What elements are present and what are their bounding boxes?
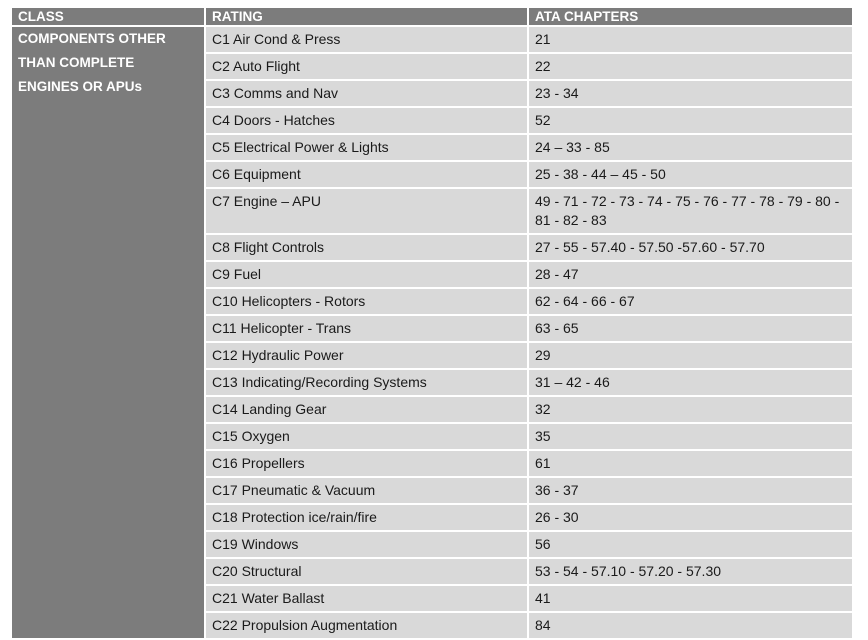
class-label-line: THAN COMPLETE (18, 55, 135, 70)
ata-chapters-cell: 29 (528, 342, 852, 369)
header-rating: RATING (205, 8, 528, 26)
rating-cell: C6 Equipment (205, 161, 528, 188)
ata-chapters-cell: 52 (528, 107, 852, 134)
ata-chapters-cell: 36 - 37 (528, 477, 852, 504)
header-ata-chapters: ATA CHAPTERS (528, 8, 852, 26)
ata-chapters-cell: 32 (528, 396, 852, 423)
ata-chapters-cell: 22 (528, 53, 852, 80)
rating-cell: C1 Air Cond & Press (205, 26, 528, 53)
ata-chapters-cell: 53 - 54 - 57.10 - 57.20 - 57.30 (528, 558, 852, 585)
rating-cell: C20 Structural (205, 558, 528, 585)
ata-ratings-table (12, 8, 852, 640)
ata-chapters-cell: 23 - 34 (528, 80, 852, 107)
ata-chapters-cell: 35 (528, 423, 852, 450)
ata-chapters-cell: 26 - 30 (528, 504, 852, 531)
ata-chapters-cell: 49 - 71 - 72 - 73 - 74 - 75 - 76 - 77 - 78 - 79 - 80 - 81 - 82 - 83 (528, 188, 852, 234)
rating-cell: C5 Electrical Power & Lights (205, 134, 528, 161)
ata-chapters-cell: 56 (528, 531, 852, 558)
ata-chapters-cell: 25 - 38 - 44 – 45 - 50 (528, 161, 852, 188)
header-class: CLASS (12, 8, 205, 26)
rating-cell: C8 Flight Controls (205, 234, 528, 261)
ata-chapters-cell: 31 – 42 - 46 (528, 369, 852, 396)
rating-cell: C13 Indicating/Recording Systems (205, 369, 528, 396)
rating-cell: C10 Helicopters - Rotors (205, 288, 528, 315)
table-body (12, 26, 852, 639)
rating-cell: C14 Landing Gear (205, 396, 528, 423)
table-header (12, 8, 852, 26)
rating-cell: C15 Oxygen (205, 423, 528, 450)
ata-chapters-cell: 63 - 65 (528, 315, 852, 342)
rating-cell: C17 Pneumatic & Vacuum (205, 477, 528, 504)
rating-cell: C2 Auto Flight (205, 53, 528, 80)
class-cell (12, 26, 205, 639)
class-label-line: ENGINES OR APUs (18, 79, 143, 94)
ata-chapters-cell: 61 (528, 450, 852, 477)
table-row (12, 26, 852, 53)
ata-chapters-cell: 24 – 33 - 85 (528, 134, 852, 161)
rating-cell: C12 Hydraulic Power (205, 342, 528, 369)
rating-cell: C22 Propulsion Augmentation (205, 612, 528, 639)
rating-cell: C4 Doors - Hatches (205, 107, 528, 134)
rating-cell: C21 Water Ballast (205, 585, 528, 612)
header-row (12, 8, 852, 26)
rating-cell: C16 Propellers (205, 450, 528, 477)
ata-chapters-cell: 21 (528, 26, 852, 53)
rating-cell: C3 Comms and Nav (205, 80, 528, 107)
ata-chapters-cell: 28 - 47 (528, 261, 852, 288)
class-label-line: COMPONENTS OTHER (18, 31, 166, 46)
rating-cell: C7 Engine – APU (205, 188, 528, 234)
ata-ratings-page (12, 8, 852, 640)
ata-chapters-cell: 62 - 64 - 66 - 67 (528, 288, 852, 315)
rating-cell: C18 Protection ice/rain/fire (205, 504, 528, 531)
rating-cell: C9 Fuel (205, 261, 528, 288)
ata-chapters-cell: 41 (528, 585, 852, 612)
ata-chapters-cell: 27 - 55 - 57.40 - 57.50 -57.60 - 57.70 (528, 234, 852, 261)
ata-chapters-cell: 84 (528, 612, 852, 639)
rating-cell: C19 Windows (205, 531, 528, 558)
rating-cell: C11 Helicopter - Trans (205, 315, 528, 342)
